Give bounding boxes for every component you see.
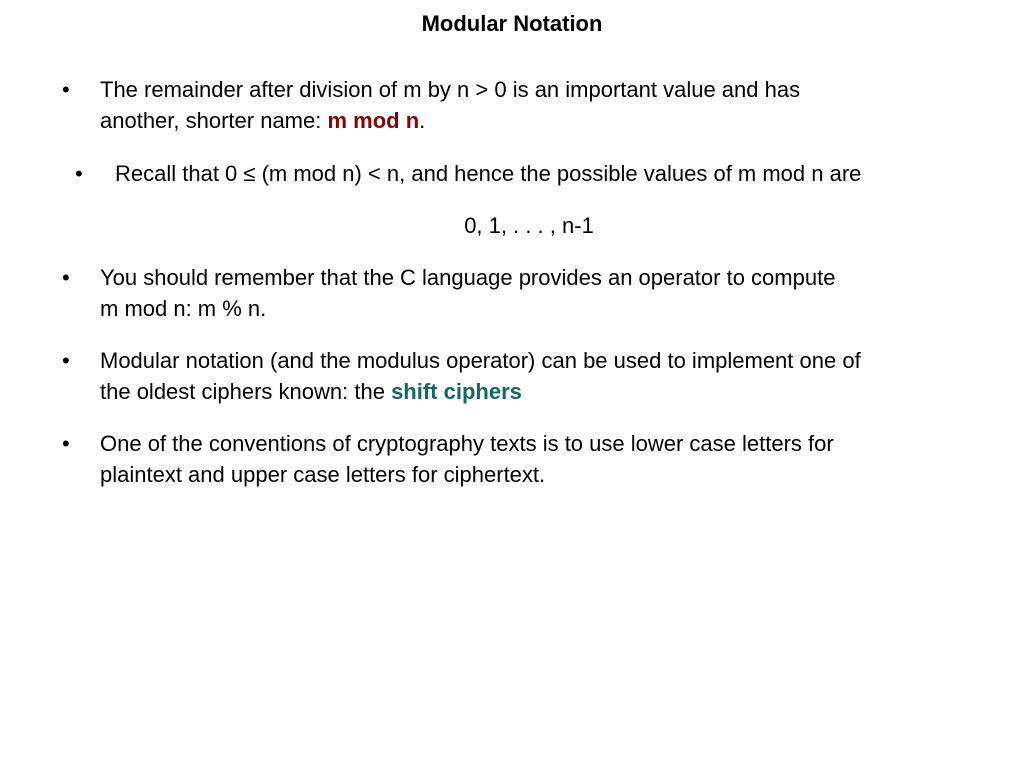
bullet-dot: •	[62, 348, 70, 373]
bullet-line: Recall that 0 ≤ (m mod n) < n, and hence the possible values of m mod n are	[115, 161, 862, 186]
bullet-text	[100, 428, 834, 490]
bullet-line-suffix: .	[419, 108, 426, 133]
bullet-line: Modular notation (and the modulus operator) can be used to implement one of	[100, 348, 861, 373]
possible-values-line: 0, 1, . . . , n-1	[464, 213, 594, 238]
mod-term-highlight: m mod n	[327, 108, 420, 133]
bullet-line: plaintext and upper case letters for ciphertext.	[100, 462, 546, 487]
bullet-text	[100, 345, 861, 407]
bullet-line	[100, 105, 800, 136]
bullet-text	[100, 262, 835, 324]
bullet-text	[100, 74, 800, 136]
slide-title: Modular Notation	[421, 11, 603, 36]
bullet-line: One of the conventions of cryptography texts is to use lower case letters for	[100, 431, 834, 456]
bullet-line	[100, 376, 861, 407]
bullet-text	[115, 158, 861, 189]
shift-ciphers-highlight: shift ciphers	[391, 379, 522, 404]
bullet-dot: •	[75, 161, 83, 186]
bullet-dot: •	[62, 77, 70, 102]
bullet-line: You should remember that the C language provides an operator to compute	[100, 265, 836, 290]
bullet-line-prefix: the oldest ciphers known: the	[100, 379, 392, 404]
bullet-dot: •	[62, 431, 70, 456]
bullet-line: The remainder after division of m by n > 0 is an important value and has	[100, 77, 801, 102]
bullet-line-prefix: another, shorter name:	[100, 108, 328, 133]
bullet-line: m mod n: m % n.	[100, 296, 267, 321]
bullet-dot: •	[62, 265, 70, 290]
